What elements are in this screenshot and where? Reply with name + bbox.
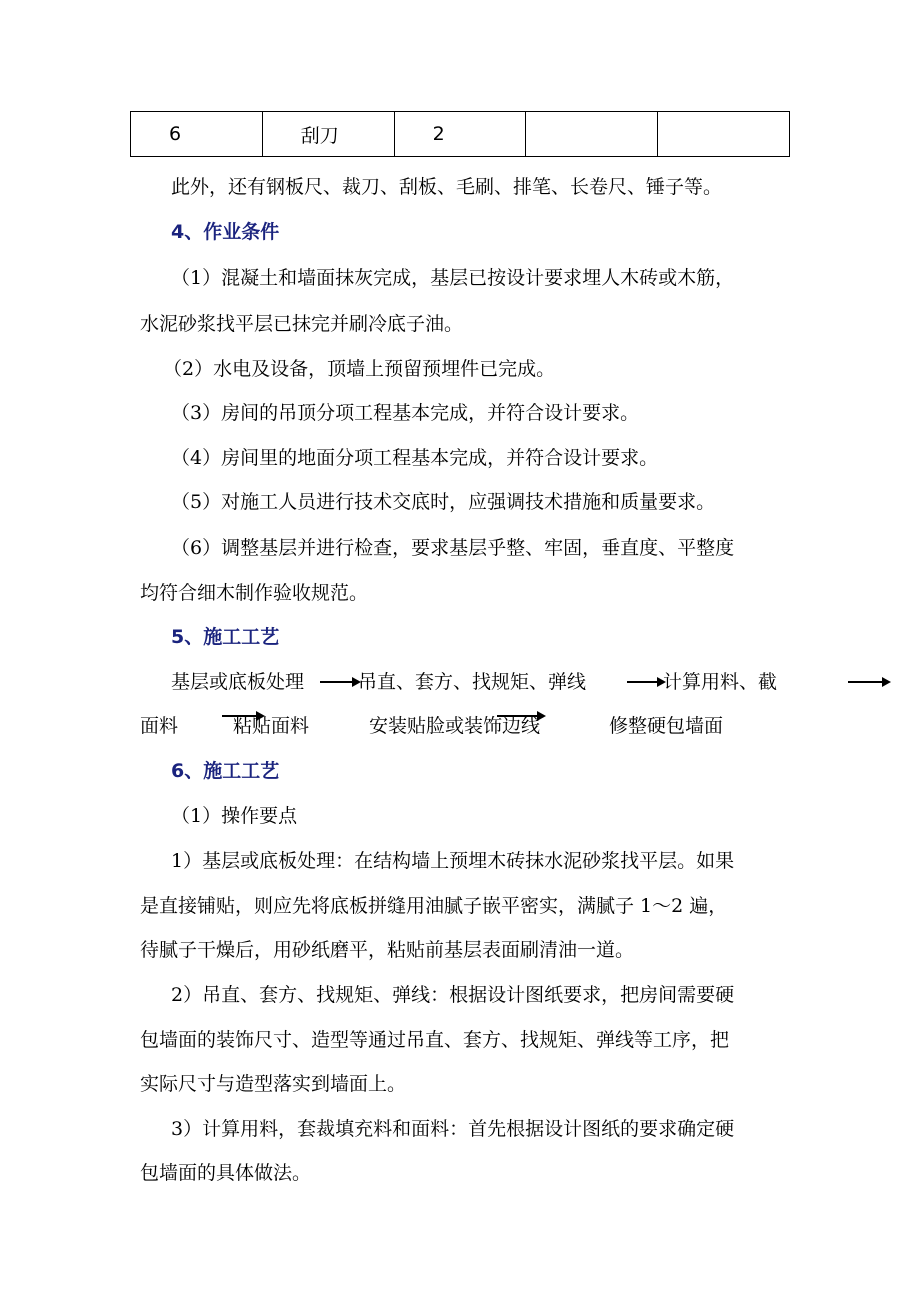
section-heading-process-detail: 6、施工工艺 bbox=[171, 760, 280, 782]
flow-step-finish: 修整硬包墙面 bbox=[609, 715, 724, 737]
flow-step-paste-facing: 粘贴面料 bbox=[233, 715, 310, 737]
flow-step-base-treatment: 基层或底板处理 bbox=[171, 671, 305, 693]
section-heading-work-conditions: 4、作业条件 bbox=[171, 221, 280, 243]
step-2-line-3: 实际尺寸与造型落实到墙面上。 bbox=[140, 1073, 407, 1095]
step-1-line-2: 是直接铺贴，则应先将底板拼缝用油腻子嵌平密实，满腻子 1～2 遍， bbox=[140, 895, 728, 917]
condition-5: （5）对施工人员进行技术交底时，应强调技术措施和质量要求。 bbox=[171, 491, 716, 513]
tools-table bbox=[130, 111, 790, 157]
step-2-line-2: 包墙面的装饰尺寸、造型等通过吊直、套方、找规矩、弹线等工序，把 bbox=[140, 1029, 730, 1051]
flow-arrow-icon bbox=[627, 681, 663, 683]
flow-step-material-calc-cont: 面料 bbox=[140, 715, 179, 737]
table-cell-index: 6 bbox=[131, 112, 263, 157]
condition-6-line-2: 均符合细木制作验收规范。 bbox=[140, 582, 369, 604]
flow-step-install-trim: 安装贴脸或装饰边线 bbox=[369, 715, 541, 737]
condition-2: （2）水电及设备，顶墙上预留预埋件已完成。 bbox=[163, 358, 556, 380]
condition-1-line-1: （1）混凝土和墙面抹灰完成，基层已按设计要求埋人木砖或木筋， bbox=[171, 267, 735, 289]
step-3-line-2: 包墙面的具体做法。 bbox=[140, 1162, 312, 1184]
step-3-line-1: 3）计算用料，套裁填充料和面料：首先根据设计图纸的要求确定硬 bbox=[171, 1118, 735, 1140]
condition-6-line-1: （6）调整基层并进行检查，要求基层乎整、牢固，垂直度、平整度 bbox=[171, 537, 735, 559]
table-row bbox=[131, 112, 790, 157]
subheading-operation-points: （1）操作要点 bbox=[171, 805, 298, 827]
table-cell-tool: 刮刀 bbox=[262, 112, 394, 157]
condition-1-line-2: 水泥砂浆找平层已抹完并刷冷底子油。 bbox=[140, 313, 464, 335]
step-2-line-1: 2）吊直、套方、找规矩、弹线：根据设计图纸要求，把房间需要硬 bbox=[171, 984, 735, 1006]
condition-4: （4）房间里的地面分项工程基本完成，并符合设计要求。 bbox=[171, 447, 659, 469]
table-cell-empty bbox=[658, 112, 790, 157]
step-1-line-1: 1）基层或底板处理：在结构墙上预埋木砖抹水泥砂浆找平层。如果 bbox=[171, 850, 735, 872]
flow-step-layout: 吊直、套方、找规矩、弹线 bbox=[358, 671, 587, 693]
step-1-line-3: 待腻子干燥后，用砂纸磨平，粘贴前基层表面刷清油一道。 bbox=[140, 939, 635, 961]
flow-arrow-icon bbox=[848, 681, 888, 683]
section-heading-process: 5、施工工艺 bbox=[171, 626, 280, 648]
table-cell-quantity: 2 bbox=[394, 112, 526, 157]
flow-step-material-calc: 计算用料、截 bbox=[663, 671, 778, 693]
table-cell-empty bbox=[526, 112, 658, 157]
flow-arrow-icon bbox=[320, 681, 358, 683]
condition-3: （3）房间的吊顶分项工程基本完成，并符合设计要求。 bbox=[171, 402, 640, 424]
extra-tools-text: 此外，还有钢板尺、裁刀、刮板、毛刷、排笔、长卷尺、锤子等。 bbox=[171, 176, 723, 198]
